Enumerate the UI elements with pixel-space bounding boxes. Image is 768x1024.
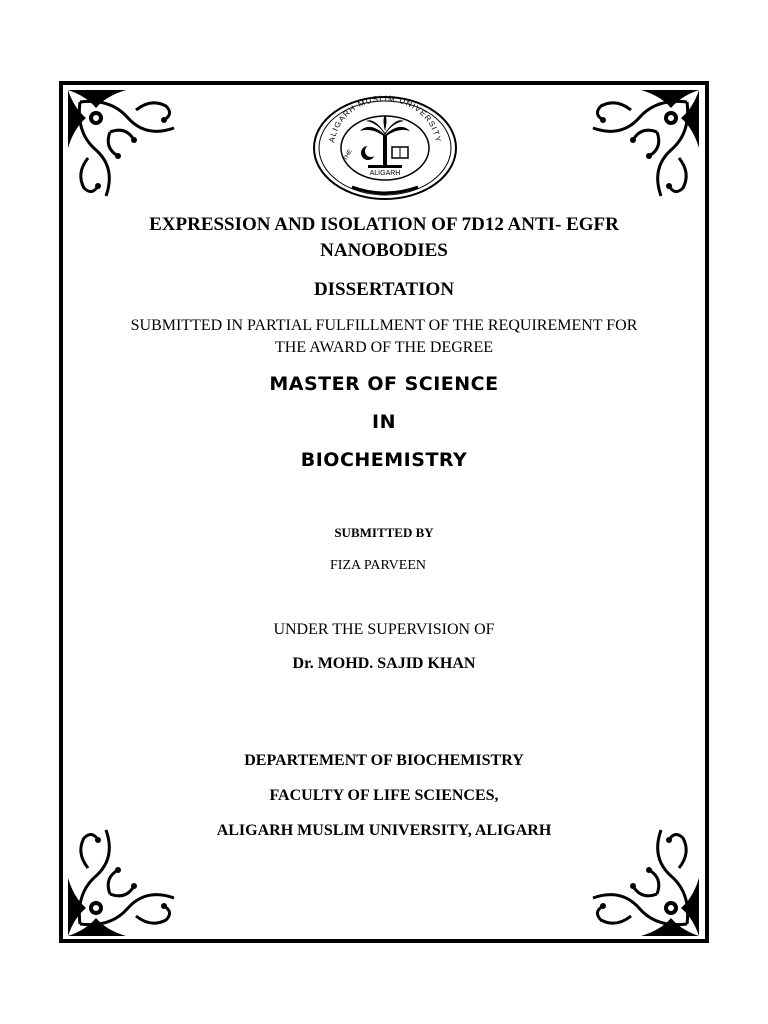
flourish-icon <box>66 826 178 938</box>
department-name: DEPARTEMENT OF BIOCHEMISTRY <box>244 752 524 769</box>
crescent-icon <box>361 145 377 160</box>
thesis-title-line-1: EXPRESSION AND ISOLATION OF 7D12 ANTI- EGFR <box>149 214 619 235</box>
seal-bottom-text: ALIGARH <box>369 170 401 177</box>
flourish-icon <box>589 88 701 200</box>
flourish-icon <box>66 88 178 200</box>
submission-statement-line-2: THE AWARD OF THE DEGREE <box>275 339 493 356</box>
book-icon <box>392 147 408 158</box>
flourish-icon <box>589 826 701 938</box>
degree-subject: BIOCHEMISTRY <box>300 449 468 471</box>
supervisor-name: Dr. MOHD. SAJID KHAN <box>292 655 476 672</box>
supervision-label: UNDER THE SUPERVISION OF <box>273 621 495 638</box>
university-seal <box>312 95 458 201</box>
document-type: DISSERTATION <box>313 279 455 300</box>
degree-in: IN <box>372 411 396 433</box>
submission-statement-line-1: SUBMITTED IN PARTIAL FULFILLMENT OF THE REQUIREMENT FOR <box>130 317 638 334</box>
university-seal-emblem <box>312 95 458 201</box>
seal-left-text: THE <box>342 148 354 162</box>
submitted-by-label: SUBMITTED BY <box>334 525 434 540</box>
corner-ornament-top-left <box>66 88 178 200</box>
faculty-name: FACULTY OF LIFE SCIENCES, <box>269 787 499 804</box>
corner-ornament-top-right <box>589 88 701 200</box>
student-name: FIZA PARVEEN <box>330 558 426 573</box>
degree-name: MASTER OF SCIENCE <box>269 373 499 395</box>
corner-ornament-bottom-right <box>589 826 701 938</box>
corner-ornament-bottom-left <box>66 826 178 938</box>
thesis-title-line-2: NANOBODIES <box>320 240 448 261</box>
page-border-frame <box>59 81 709 943</box>
palm-tree-icon <box>360 115 410 168</box>
seal-outer-text: ALIGARH MUSLIM UNIVERSITY <box>327 95 443 144</box>
university-name: ALIGARH MUSLIM UNIVERSITY, ALIGARH <box>216 822 552 839</box>
